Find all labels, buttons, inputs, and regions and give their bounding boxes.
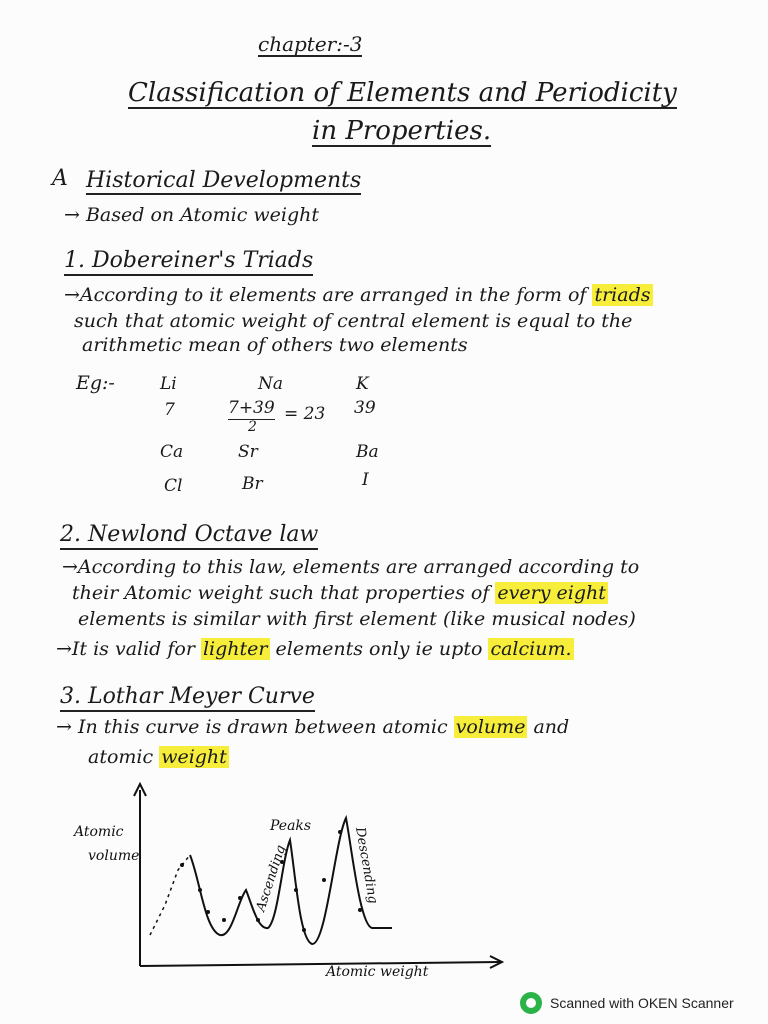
triad-cell: Li <box>160 374 177 394</box>
y-axis-label-1: Atomic <box>74 824 124 840</box>
newlands-line-1: →According to this law, elements are arranged according to <box>62 556 640 578</box>
scanner-footer-text: Scanned with OKEN Scanner <box>550 995 734 1011</box>
newlands-line-4b: elements only ie upto <box>269 638 489 660</box>
lothar-heading-text: 3. Lothar Meyer Curve <box>60 684 315 712</box>
y-axis-label-2: volume <box>88 848 140 864</box>
section-marker: A <box>52 166 68 191</box>
triads-heading-text: 1. Dobereiner's Triads <box>64 248 313 276</box>
highlight-every-eight: every eight <box>497 582 606 604</box>
ascending-label: Ascending <box>253 843 290 914</box>
newlands-heading-text: 2. Newlond Octave law <box>60 522 318 550</box>
triad-cell: Sr <box>238 442 258 462</box>
highlight-triads: triads <box>594 284 651 306</box>
triad-fraction-numerator: 7+39 <box>228 398 275 418</box>
highlight-volume: volume <box>455 716 526 738</box>
highlight-lighter: lighter <box>202 638 268 660</box>
peaks-label: Peaks <box>270 818 312 834</box>
triad-cell: 39 <box>354 398 376 418</box>
x-axis-label: Atomic weight <box>326 964 429 980</box>
triad-cell: Ba <box>356 442 379 462</box>
triads-line-3: arithmetic mean of others two elements <box>82 334 468 356</box>
section-basis: → Based on Atomic weight <box>64 204 320 226</box>
descending-label: Descending <box>352 826 381 905</box>
x-axis <box>140 962 500 966</box>
scanner-logo-icon <box>520 992 542 1014</box>
newlands-line-4a: →It is valid for <box>56 638 201 660</box>
newlands-line-2-text: their Atomic weight such that properties of <box>72 582 496 604</box>
triad-cell: Na <box>258 374 284 394</box>
highlight-weight: weight <box>161 746 227 768</box>
page-title-line-2: in Properties. <box>312 116 492 146</box>
curve-dotted-start <box>150 855 190 935</box>
triad-cell: Cl <box>164 476 183 496</box>
highlight-calcium: calcium. <box>490 638 572 660</box>
chapter-label: chapter:-3 <box>258 32 363 56</box>
triad-cell: K <box>356 374 369 394</box>
triads-line-1-text: →According to it elements are arranged in the form of <box>64 284 593 306</box>
triad-cell: Br <box>242 474 263 494</box>
scanner-footer <box>520 992 734 1014</box>
page-title-line-1: Classification of Elements and Periodicity <box>128 78 677 108</box>
triads-eg-label: Eg:- <box>76 372 115 394</box>
triad-cell: 7 <box>164 400 175 420</box>
lothar-line-1-text: → In this curve is drawn between atomic <box>56 716 454 738</box>
triad-fraction-denominator: 2 <box>248 419 257 435</box>
lothar-line-1-end: and <box>527 716 570 738</box>
triads-line-2: such that atomic weight of central element is equal to the <box>74 310 633 332</box>
section-heading-historical: Historical Developments <box>86 168 362 193</box>
triad-cell: = 23 <box>284 404 326 424</box>
triad-cell: Ca <box>160 442 184 462</box>
lothar-line-2-text: atomic <box>88 746 160 768</box>
triad-cell: I <box>362 470 369 490</box>
newlands-line-3: elements is similar with first element (like musical nodes) <box>78 608 636 630</box>
